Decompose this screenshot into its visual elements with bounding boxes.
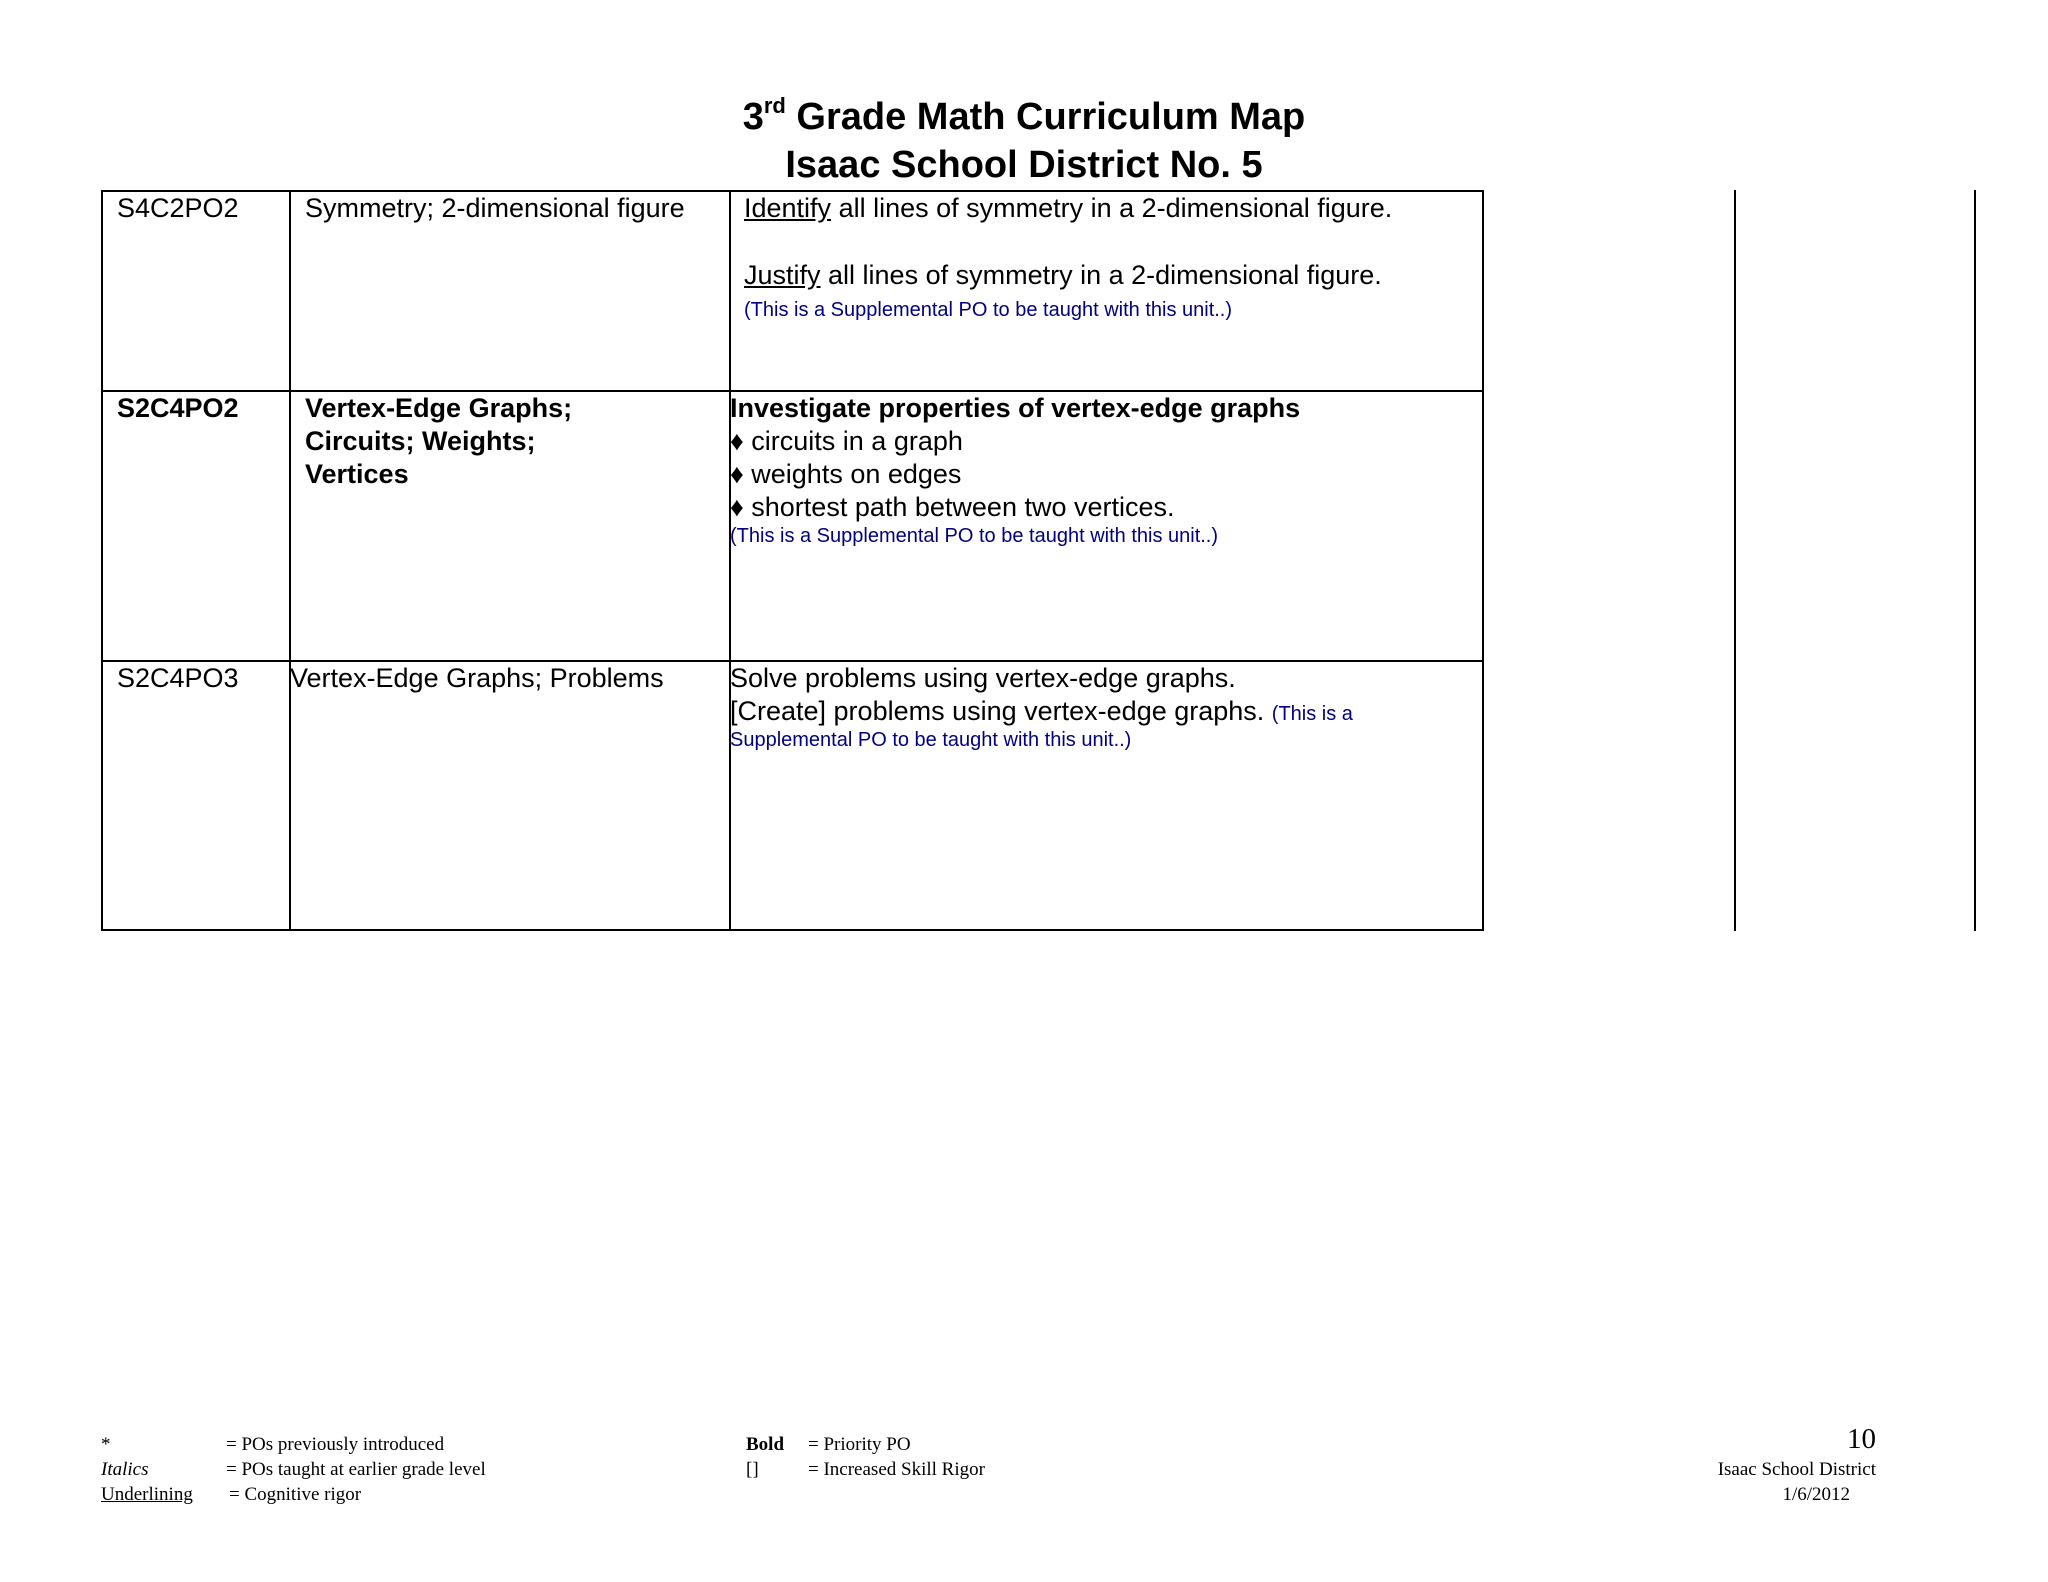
po-topic: Vertex-Edge Graphs; Problems [290,663,664,693]
legend-key: Underlining [101,1484,193,1505]
legend-key: [] [746,1459,759,1480]
table-border-right [1482,190,1484,931]
bullet-item: ♦ circuits in a graph [730,426,963,456]
po-topic: Circuits; Weights; [305,426,536,456]
po-code: S2C4PO3 [117,663,239,693]
footer-date: 1/6/2012 [1782,1484,1850,1505]
supplemental-note: Supplemental PO to be taught with this unit..) [730,729,1132,751]
supplemental-note: (This is a Supplemental PO to be taught with this unit..) [730,525,1219,547]
po-topic: Vertex-Edge Graphs; [305,393,573,423]
supplemental-note: (This is a [1271,703,1353,725]
table-border-bottom [101,929,1484,931]
po-description: Justify all lines of symmetry in a 2-dimensional figure. [744,260,1382,290]
legend-desc: = POs previously introduced [226,1434,445,1455]
po-topic: Symmetry; 2-dimensional figure [305,193,685,223]
column-divider [289,190,291,931]
column-divider [729,190,731,931]
legend-key: Italics [101,1459,149,1480]
legend-key: Bold [746,1434,785,1455]
extra-column-line [1734,190,1736,931]
po-code: S4C2PO2 [117,193,239,223]
extra-column-line [1974,190,1976,931]
po-description: Solve problems using vertex-edge graphs. [730,663,1236,693]
page-number: 10 [1847,1423,1876,1455]
bullet-item: ♦ shortest path between two vertices. [730,492,1175,522]
po-topic: Vertices [305,459,409,489]
bullet-item: ♦ weights on edges [730,459,962,489]
page-subtitle: Isaac School District No. 5 [785,144,1263,186]
po-code: S2C4PO2 [117,393,239,423]
footer-district: Isaac School District [1717,1459,1876,1480]
legend-desc: = Cognitive rigor [229,1484,362,1505]
legend-desc: = Increased Skill Rigor [808,1459,985,1480]
table-border-left [101,190,103,931]
legend-desc: = POs taught at earlier grade level [226,1459,486,1480]
po-description: [Create] problems using vertex-edge graphs. (This is a [730,696,1353,726]
legend-desc: = Priority PO [808,1434,911,1455]
po-heading: Investigate properties of vertex-edge graphs [730,393,1301,423]
page-title: 3rd Grade Math Curriculum Map [742,93,1306,138]
legend-key: * [101,1434,111,1455]
po-description: Identify all lines of symmetry in a 2-dimensional figure. [744,193,1393,223]
supplemental-note: (This is a Supplemental PO to be taught with this unit..) [744,299,1233,321]
